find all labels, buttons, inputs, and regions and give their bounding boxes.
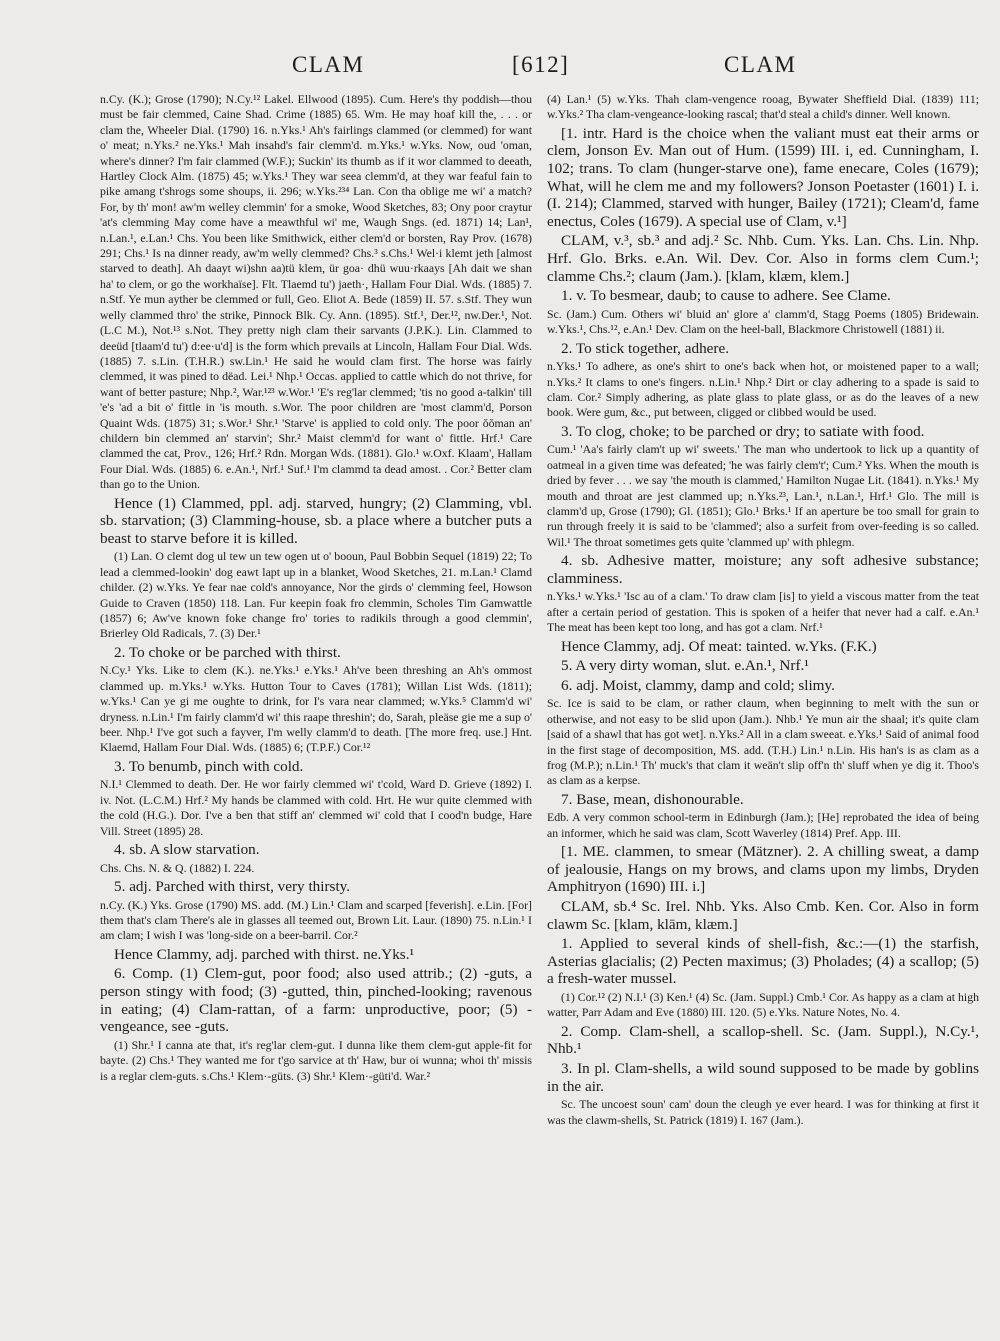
entry-paragraph: Hence Clammy, adj. Of meat: tainted. w.Yks. (F.K.) <box>561 637 877 655</box>
entry-paragraph: Sc. (Jam.) Cum. Others wi' bluid an' glore a' clamm'd, Stagg Poems (1805) Bridewain. w.Yks.¹, Chs.¹², e.An.¹ Dev. Clam on the heel-ball, Blackmore Christowell (1881) ii. <box>547 306 979 337</box>
entry-paragraph: 7. Base, mean, dishonourable. <box>561 790 744 808</box>
entry-paragraph: CLAM, v.³, sb.³ and adj.² Sc. Nhb. Cum. Yks. Lan. Chs. Lin. Nhp. Hrf. Glo. Brks. e.An. Wil. Dev. Cor. Also in forms clem Cum.¹; clamme Chs.²; claum (Jam.). [klam, klæm, klem.] <box>547 232 979 285</box>
entry-paragraph: 2. Comp. Clam-shell, a scallop-shell. Sc. (Jam. Suppl.), N.Cy.¹, Nhb.¹ <box>547 1022 979 1058</box>
entry-paragraph: CLAM, sb.⁴ Sc. Irel. Nhb. Yks. Also Cmb. Ken. Cor. Also in form clawm Sc. [klam, klām, klæm.] <box>547 898 979 933</box>
entry-paragraph: Hence Clammy, adj. parched with thirst. ne.Yks.¹ <box>114 945 415 963</box>
entry-paragraph: n.Yks.¹ w.Yks.¹ 'Isc au of a clam.' To draw clam [is] to yield a viscous matter from the teat after a certain period of gestation. This is spoken of a heifer that never had a calf. e.An.¹ The meat has been kept too long, and has got a clam. Nrf.¹ <box>547 589 979 635</box>
entry-paragraph: 2. To stick together, adhere. <box>561 339 730 357</box>
entry-paragraph: Edb. A very common school-term in Edinburgh (Jam.); [He] reprobated the idea of being an informer, which he said was clam, Scott Waverley (1814) Pref. App. III. <box>547 810 979 840</box>
entry-paragraph: 3. To clog, choke; to be parched or dry; to satiate with food. <box>561 422 925 440</box>
right-column <box>547 92 979 1298</box>
entry-paragraph: (1) Shr.¹ I canna ate that, it's reg'lar clem-gut. I dunna like them clem-gut apple-fit for bayte. (2) Chs.¹ They wanted me for t'go sarvice at th' Haw, bur oi wunna; whoi th' missis is a reglar clem-guts. s.Chs.¹ Klem·-güts. (3) Shr.¹ Klem·-güti'd. War.² <box>100 1037 532 1083</box>
entry-paragraph: Cum.¹ 'Aa's fairly clam't up wi' sweets.' The man who undertook to lick up a quantity of oatmeal in a given time was defeated; 'he was fairly clem't'; Cum.² Yks. When the mouth is dried by fever . . . we say 'the mouth is clammed,' Hamilton Nugae Lit. (1841). n.Yks.¹ My mouth and throat are jest clammed up; n.Yks.²³, Lan.¹, n.Lan.¹, Hrf.¹ Glo. The mill is clamm'd up, Grose (1790); Gl. (1851); Glo.¹ Brks.¹ If an aperture be too small for grain to run through freely it is said to be 'clammed'; also a surfeit from over-feeding is so called. Wil.¹ The throat sometimes gets quite 'clammed up' with phlegm. <box>547 442 979 549</box>
entry-paragraph: 6. adj. Moist, clammy, damp and cold; slimy. <box>561 676 835 694</box>
entry-paragraph: 1. Applied to several kinds of shell-fish, &c.:—(1) the starfish, Asterias glacialis; (2) Pecten maximus; (3) Pholades; (4) a scallop; (5) a fresh-water mussel. <box>547 935 979 988</box>
entry-paragraph: Chs. Chs. N. & Q. (1882) I. 224. <box>100 860 255 875</box>
entry-paragraph: n.Yks.¹ To adhere, as one's shirt to one's back when hot, or moistened paper to a wall; n.Yks.² It clams to one's fingers. n.Lin.¹ Nhp.² Dirt or clay adhering to a spade is said to clam. Cor.² Simply adhering, as plate glass to plate glass, or as do the leaves of a new book. Were gum, &c., put between, cligged or clibbed would be used. <box>547 359 979 420</box>
entry-paragraph: 5. adj. Parched with thirst, very thirsty. <box>114 878 351 896</box>
entry-paragraph: 2. To choke or be parched with thirst. <box>114 643 341 661</box>
entry-paragraph: 3. In pl. Clam-shells, a wild sound supposed to be made by goblins in the air. <box>547 1060 979 1095</box>
headword-right: CLAM <box>724 52 797 77</box>
entry-paragraph: 3. To benumb, pinch with cold. <box>114 757 304 775</box>
page-number: [612] <box>512 52 570 77</box>
entry-paragraph: (4) Lan.¹ (5) w.Yks. Thah clam-vengence rooag, Bywater Sheffield Dial. (1839) 111; w.Yks.² Tha clam-vengeance-looking rascal; that'd steal a child's dinner. Well known. <box>547 92 979 122</box>
entry-paragraph: N.Cy.¹ Yks. Like to clem (K.). ne.Yks.¹ e.Yks.¹ Ah've been threshing an Ah's ommost clammed up. m.Yks.¹ w.Yks. Hutton Tour to Caves (1781); Willan List Wds. (1811); w.Yks.¹ Can ye gi me oughte to drink, for I's vara near clammed; w.Yks.⁵ Clamm'd wi' dryness. n.Lin.¹ I'm fairly clamm'd wi' this raape threshin'; do, Sarah, pleäse gie me a sup o' beer. Nhp.¹ I've got such a fayver, I'm welly clamm'd to death. [The more freq. use.] Hnt. Klaemd, Hallam Four Dial. Wds. (1885) 6; (T.P.F.) Cor.¹² <box>100 663 532 755</box>
entry-paragraph: N.I.¹ Clemmed to death. Der. He wor fairly clemmed wi' t'cold, Ward D. Grieve (1892) I. iv. Not. (L.C.M.) Hrf.² My hands be clammed with cold. Hrt. He wur quite clemmed with the cold (H.G.). Dor. I've a ben that stiff an' clemmed wi' cold that I cood'n budge, Hare Vill. Street (1895) 28. <box>100 777 532 838</box>
entry-paragraph: [1. intr. Hard is the choice when the valiant must eat their arms or clem, Jonson Ev. Man out of Hum. (1599) III. i, ed. Cunningham, I. 102; trans. To clam (hunger-starve one), fame enecare, Coles (1679); What, will he clem me and my followers? Jonson Poetaster (1601) I. i. (I. 214); Clammed, starved with hunger, Bailey (1721); Cleam'd, fame enectus, Coles (1679). A special use of Clam, v.¹] <box>547 124 979 230</box>
entry-paragraph: n.Cy. (K.); Grose (1790); N.Cy.¹² Lakel. Ellwood (1895). Cum. Here's thy poddish—thou must be fair clemmed, Caine Shad. Crime (1885) 65. Wm. He may hoaf kill the, . . . or clam the, Wheeler Dial. (1790) 16. n.Yks.¹ Ah's fairlings clammed (or clemmed) for want o' meat; n.Yks.² ne.Yks.¹ Mah insahd's fair clemm'd. m.Yks.¹ w.Yks. Now, oud 'oman, where's dinner? I'm fair clammed (W.F.); Suckin' its thumb as if it wor clammed to deeath, Hartley Clock Alm. (1875) 45; w.Yks.¹ They war seea clemm'd, at they war feaful fain to pike amang t'shrogs some shoups, ii. 296; w.Yks.²³⁴ Lan. Con tha oblige me wi' a match? For, by th' mon! aw'm welley clemmin' for a smoke, Wood Sketches, 83; Ony poor craytur 'at's clemming May come have a meawthful wi' me, Waugh Sngs. (ed. 1871) 14; Lan¹, n.Lan.¹, e.Lan.¹ Chs. You been like Smithwick, either clem'd or borsten, Ray Prov. (1678) 291; Chs.¹ Is na dinner ready, aw'm welly clemmed? Chs.³ s.Chs.¹ Wel·i klemt jeth [almost starved to death]. Ah daayt wi)shn aa)tü klem, ür goa· dhü wuu·rkaays [Ah dait we shan ha' to clem, or go the workhaïse]. Flt. Tlaemd tu') jaeth·, Hallam Four Dial. Wds. (1885) 7. n.Stf. Ye mun ayther be clemmed or full, Geo. Eliot A. Bede (1859) II. 57. s.Stf. They wun welly clammed thro' the strike, Pinnock Blk. Cy. Ann. (1895). Stf.¹, Der.¹², nw.Der.¹, Not. (L.C M.), Not.¹³ s.Not. They pretty nigh clam their sarvants (J.P.K.). Lin. Clammed to deeüd [tlaam'd tu') d:ee·u'd] is the form which prevails at Lincoln, Hallam Four Dial. Wds. (1885) 7. s.Lin. (T.H.R.) sw.Lin.¹ He said he would clam first. The horse was fairly clemmed, it was pined to dëad. Lei.¹ Nhp.¹ Occas. applied to cattle which do not thrive, for want of better pasture; Nhp.², War.¹²³ w.Wor.¹ 'E's reg'lar clemmed; 'tis no good a-talkin' till 'e's 'ad a bit o' fittle in 'is mouth. s.Wor. The poor children are 'most clamm'd, Porson Quaint Wds. (1875) 31; s.Wor.¹ Shr.¹ 'Starve' is applied to cold only. The poor ŏŏman an' childern bin clemmed an' starvin'; Shr.² Maist clemm'd for want o' fittle. Hrf.¹ Care clammed the cat, Prov., 126; Hrf.² Rdn. Morgan Wds. (1881). Glo.¹ w.Oxf. Klaam', Hallam Four Dial. Wds. (1885) 6. e.An.¹, Nrf.¹ Suf.¹ I'm clammd ta dead amost. . Cor.² Better clam than go to the Union. <box>100 92 532 492</box>
headword-left: CLAM <box>292 52 365 77</box>
entry-paragraph: (1) Lan. O clemt dog ul tew un tew ogen ut o' booun, Paul Bobbin Sequel (1819) 22; To lead a clemmed-lookin' dog eawt lapt up in a blanket, Wood Sketches, 21. m.Lan.¹ Clamd childer. (2) w.Yks. Ye fear nae cold's annoyance, Nor the girds o' clemming feel, Howson Guide to Craven (1850) 118. Lan. Fur keepin foak fro clemmin, Scholes Tim Gamwattle (1857) 6; Aw've known foke change fro' tories to radikils through a good clemmin', Brierley Old Radicals, 7. (3) Der.¹ <box>100 549 532 641</box>
running-head <box>0 52 1000 88</box>
entry-paragraph: n.Cy. (K.) Yks. Grose (1790) MS. add. (M.) Lin.¹ Clam and scarped [feverish]. e.Lin. [For] them that's clam There's ale in glasses all teemed out, Brown Lit. Laur. (1890) 75. n.Lin.¹ I am clam; I wish I was 'long-side on a beer-barril. Cor.² <box>100 897 532 943</box>
entry-paragraph: 6. Comp. (1) Clem-gut, poor food; also used attrib.; (2) -guts, a person stingy with food; (3) -gutted, thin, pinched-looking; ravenous in eating; (4) Clam-rattan, of a farm: unproductive, poor; (5) -vengeance, see -guts. <box>100 965 532 1036</box>
entry-paragraph: Hence (1) Clammed, ppl. adj. starved, hungry; (2) Clamming, vbl. sb. starvation; (3) Clamming-house, sb. a place where a butcher puts a beast to starve before it is killed. <box>100 494 532 547</box>
left-column <box>100 92 532 1298</box>
entry-paragraph: [1. ME. clammen, to smear (Mätzner). 2. A chilling sweat, a damp of jealousie, Hangs on my brows, and clams upon my limbs, Dryden Amphitryon (1690) III. i.] <box>547 843 979 896</box>
entry-paragraph: 1. v. To besmear, daub; to cause to adhere. See Clame. <box>561 287 891 305</box>
entry-paragraph: 5. A very dirty woman, slut. e.An.¹, Nrf.¹ <box>561 657 809 675</box>
entry-paragraph: 4. sb. A slow starvation. <box>114 841 260 859</box>
entry-paragraph: Sc. The uncoest soun' cam' doun the cleugh ye ever heard. I was for thinking at first it was the clawm-shells, St. Patrick (1819) I. 167 (Jam.). <box>547 1097 979 1127</box>
entry-paragraph: 4. sb. Adhesive matter, moisture; any soft adhesive substance; clamminess. <box>547 552 979 587</box>
entry-paragraph: (1) Cor.¹² (2) N.I.¹ (3) Ken.¹ (4) Sc. (Jam. Suppl.) Cmb.¹ Cor. As happy as a clam at high watter, Parr Adam and Eve (1880) III. 120. (5) e.Yks. Nature Notes, No. 4. <box>547 990 979 1020</box>
entry-paragraph: Sc. Ice is said to be clam, or rather claum, when beginning to melt with the sun or otherwise, and not easy to be slid upon (Jam.). Nhb.¹ Ye mun air the shaal; it's quite clam [said of a shawl that has got wet]. n.Yks.² All in a clam sweeat. e.Yks.¹ Said of animal food in the first stage of decomposition, MS. add. (T.H.) Lin.¹ n.Lin. His han's is as clam as a frog (M.P.); n.Lin.¹ Th' muck's that clam it weän't slip off'n th' sluff when ye dig it. Thoo's as clam as a kerpse. <box>547 696 979 788</box>
